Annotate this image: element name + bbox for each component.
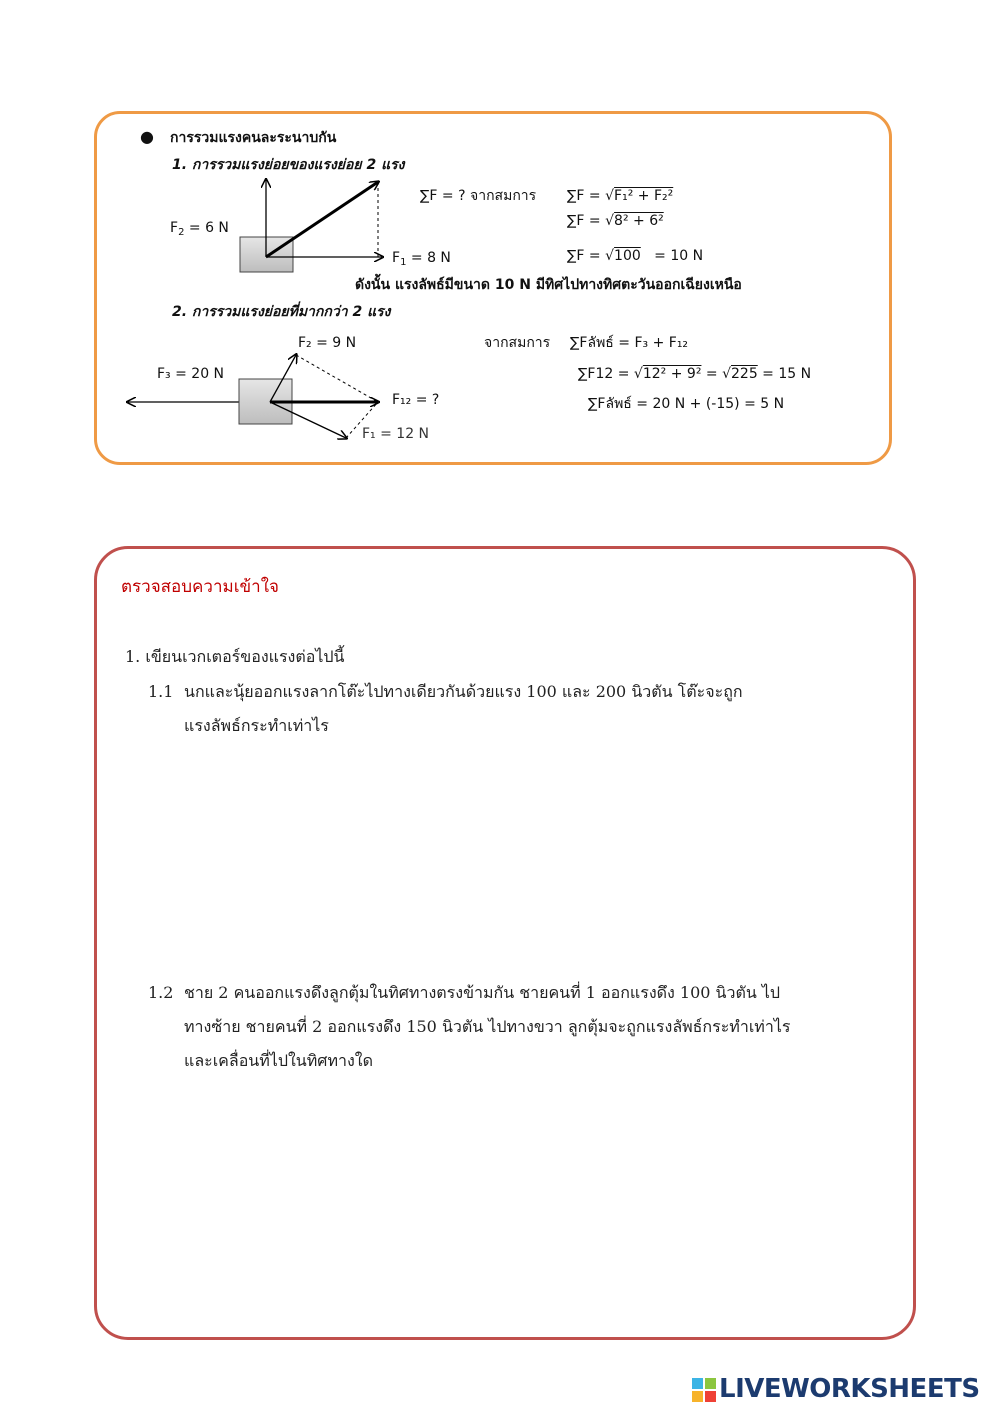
question-1: 1. เขียนเวกเตอร์ของแรงต่อไปนี้	[125, 647, 345, 666]
eq-intro: จากสมการ	[484, 335, 551, 351]
question-1-1-number: 1.1	[148, 682, 174, 701]
f3-label: F₃ = 20 N	[157, 366, 225, 382]
question-1-2-number: 1.2	[148, 983, 174, 1002]
f2-label: $F_2 = 6$ N	[170, 220, 229, 238]
question-1-2-line-3: และเคลื่อนที่ไปในทิศทางใด	[184, 1051, 373, 1070]
bullet: ●	[140, 127, 154, 146]
question-1-1-line-2: แรงลัพธ์กระทำเท่าไร	[184, 716, 329, 735]
question-1-2-line-1: ชาย 2 คนออกแรงดึงลูกตุ้มในทิศทางตรงข้ามกัน ชายคนที่ 1 ออกแรงดึง 100 นิวตัน ไป	[184, 983, 781, 1002]
equation-1: ∑F = √F₁² + F₂²	[567, 188, 674, 204]
resultant-arrow	[266, 182, 378, 257]
case2-title: 2. การรวมแรงย่อยที่มากกว่า 2 แรง	[172, 304, 391, 320]
liveworksheets-logo-icon	[692, 1378, 716, 1402]
lesson-heading: การรวมแรงคนละระนาบกัน	[170, 130, 337, 146]
conclusion: ดังนั้น แรงลัพธ์มีขนาด 10 N มีทิศไปทางทิศตะวันออกเฉียงเหนือ	[355, 277, 742, 293]
diagram-three-forces	[120, 345, 395, 445]
question-1-2-line-2: ทางซ้าย ชายคนที่ 2 ออกแรงดึง 150 นิวตัน ไปทางขวา ลูกตุ้มจะถูกแรงลัพธ์กระทำเท่าไร	[184, 1017, 791, 1036]
brand-text: LIVEWORKSHEETS	[719, 1374, 980, 1404]
case1-title: 1. การรวมแรงย่อยของแรงย่อย 2 แรง	[172, 157, 405, 173]
equation-5: ∑F12 = √12² + 9² = √225 = 15 N	[578, 366, 812, 382]
equation-6: ∑Fลัพธ์ = 20 N + (-15) = 5 N	[588, 396, 785, 412]
f1-label: $F_1 = 8$ N	[392, 250, 451, 268]
f1-label-2: F₁ = 12 N	[362, 426, 430, 442]
question-1-1-line-1: นกและนุ้ยออกแรงลากโต๊ะไปทางเดียวกันด้วยแรง 100 และ 200 นิวตัน โต๊ะจะถูก	[184, 682, 743, 701]
quiz-title: ตรวจสอบความเข้าใจ	[121, 577, 279, 597]
equation-3: ∑F = √100 = 10 N	[567, 248, 704, 264]
sum-question: ∑F = ? จากสมการ	[420, 188, 537, 204]
equation-2: ∑F = √8² + 6²	[567, 213, 664, 229]
f2-label-2: F₂ = 9 N	[298, 335, 357, 351]
f12-label: F₁₂ = ?	[392, 392, 440, 408]
equation-4: ∑Fลัพธ์ = F₃ + F₁₂	[570, 335, 689, 351]
dashed-top	[296, 355, 378, 402]
